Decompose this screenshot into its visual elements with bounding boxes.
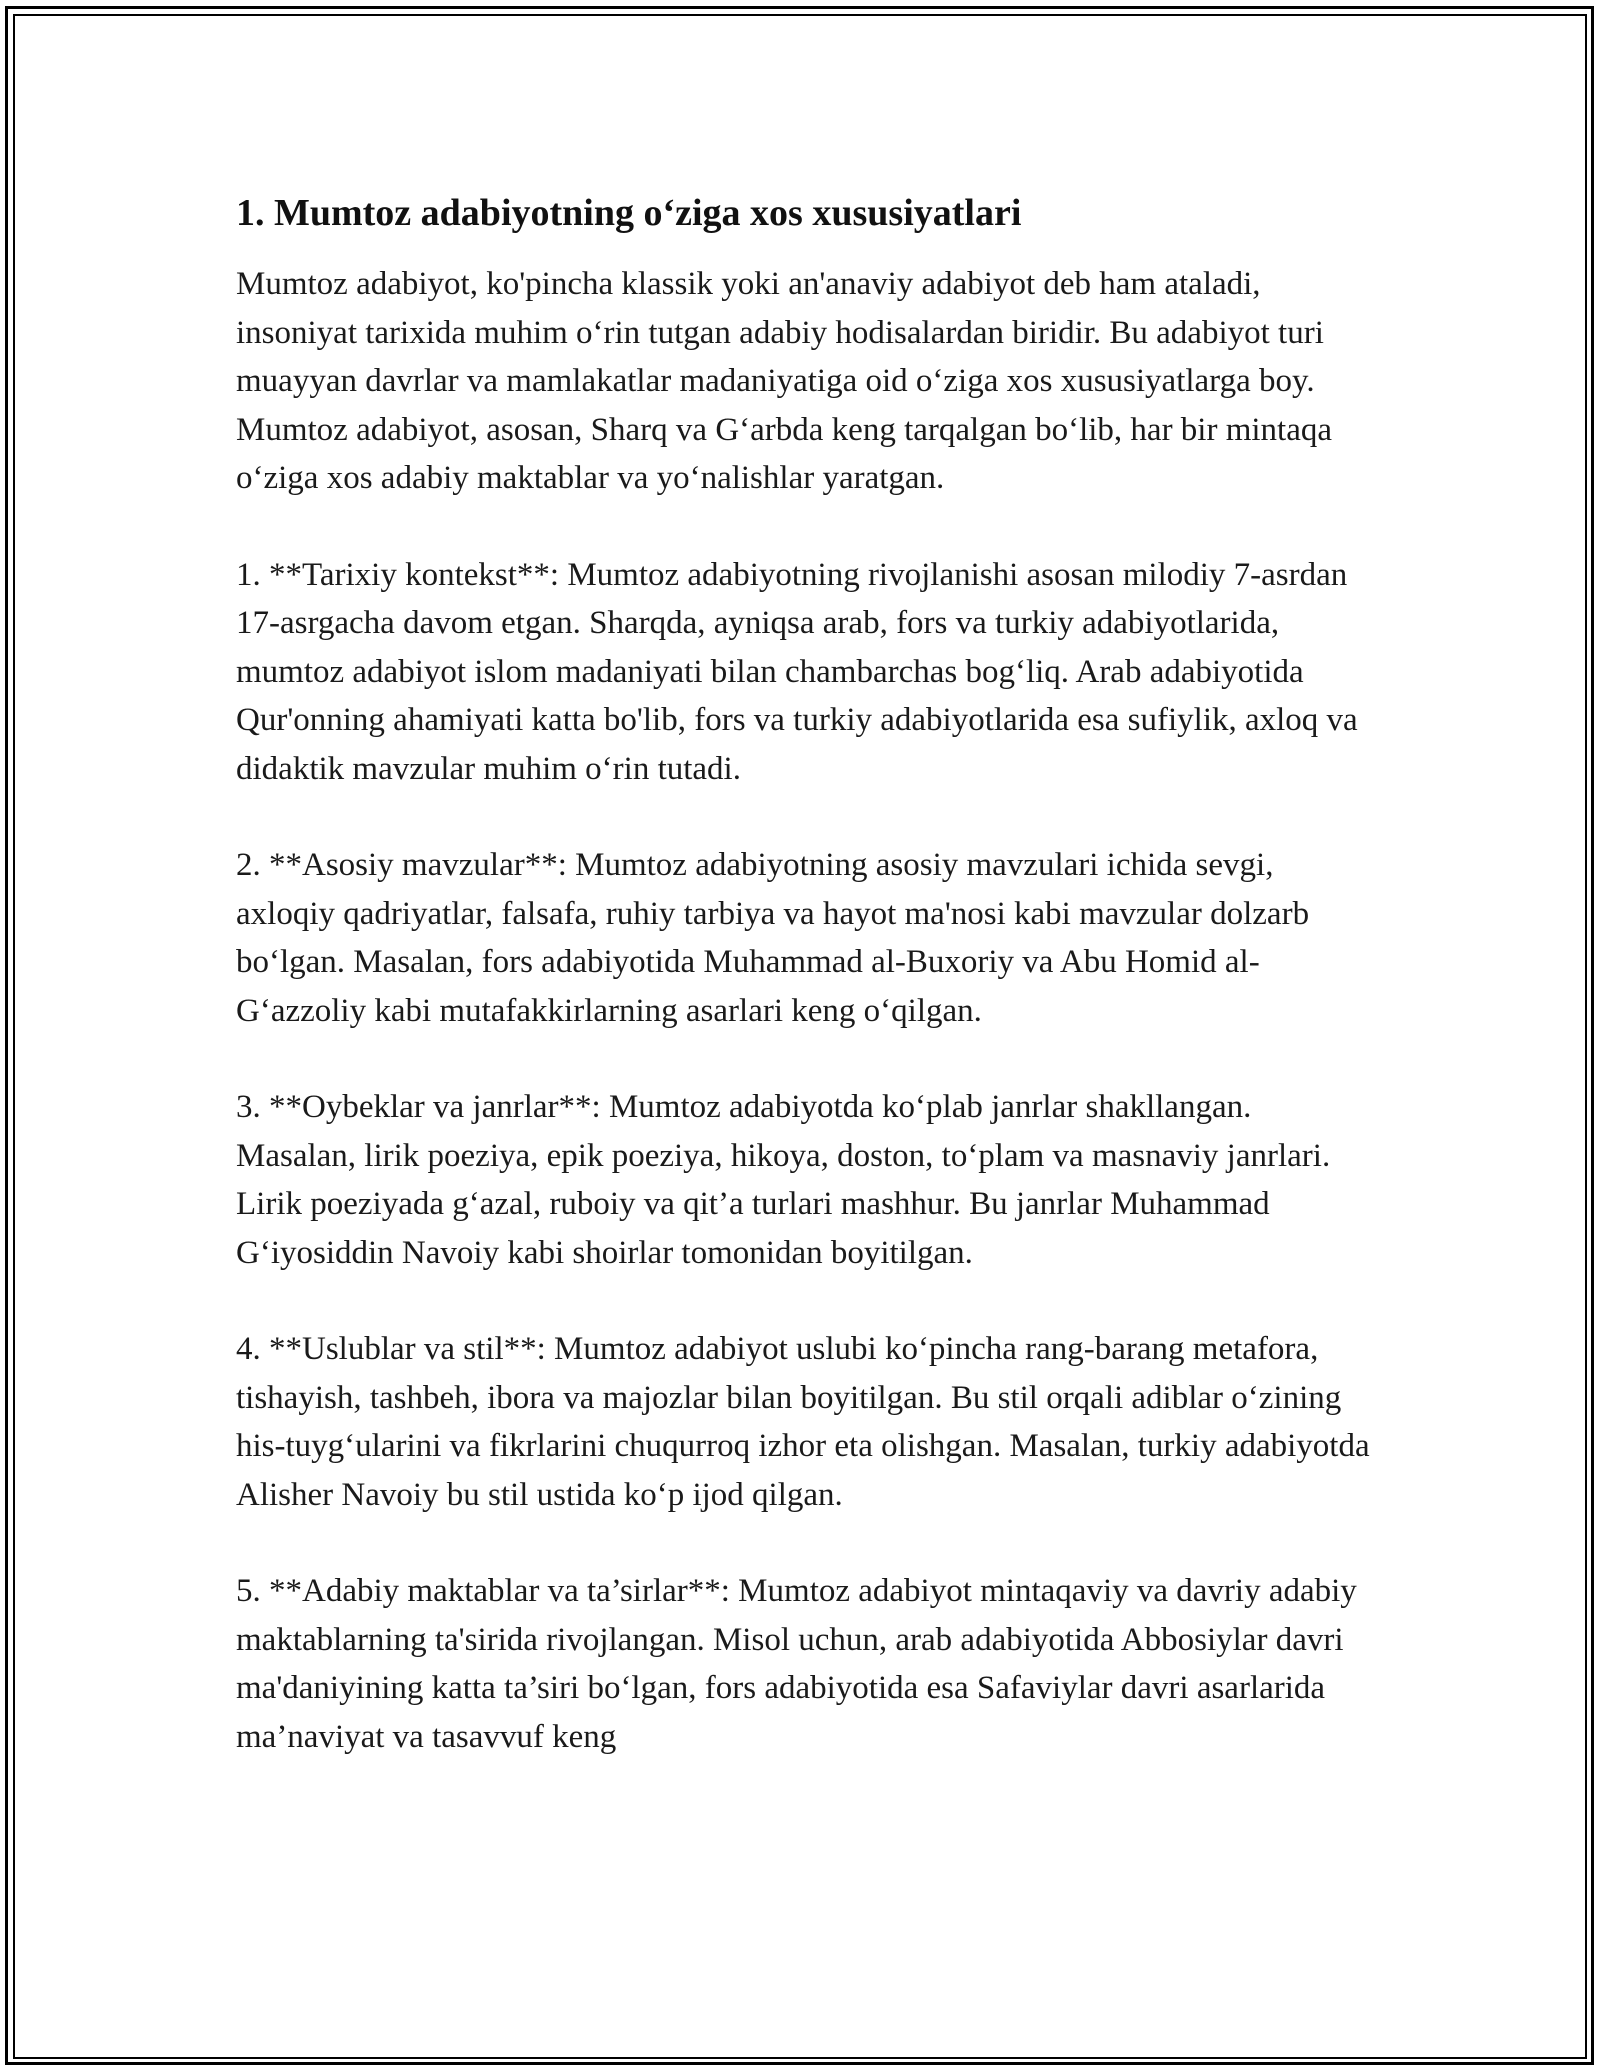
- paragraph-genres: 3. **Oybeklar va janrlar**: Mumtoz adabiyotda ko‘plab janrlar shakllangan. Masalan, lirik poeziya, epik poeziya, hikoya, doston, to‘plam va masnaviy janrlari. Lirik poeziyada g‘azal, ruboiy va qit’a turlari mashhur. Bu janrlar Muhammad G‘iyosiddin Navoiy kabi shoirlar tomonidan boyitilgan.: [236, 1089, 1331, 1271]
- paragraph-styles: 4. **Uslublar va stil**: Mumtoz adabiyot uslubi ko‘pincha rang-barang metafora, tishayish, tashbeh, ibora va majozlar bilan boyitilgan. Bu stil orqali adiblar o‘zining his-tuyg‘ularini va fikrlarini chuqurroq izhor eta olishgan. Masalan, turkiy adabiyotda Alisher Navoiy bu stil ustida ko‘p ijod qilgan.: [236, 1331, 1370, 1513]
- document-body: [236, 186, 1371, 1809]
- paragraph-intro: Mumtoz adabiyot, ko'pincha klassik yoki an'anaviy adabiyot deb ham ataladi, insoniyat tarixida muhim o‘rin tutgan adabiy hodisalardan biridir. Bu adabiyot turi muayyan davrlar va mamlakatlar madaniyatiga oid o‘ziga xos xususiyatlarga boy. Mumtoz adabiyot, asosan, Sharq va G‘arbda keng tarqalgan bo‘lib, har bir mintaqa o‘ziga xos adabiy maktablar va yo‘nalishlar yaratgan.: [236, 266, 1333, 496]
- paragraph-main-themes: 2. **Asosiy mavzular**: Mumtoz adabiyotning asosiy mavzulari ichida sevgi, axloqiy qadriyatlar, falsafa, ruhiy tarbiya va hayot ma'nosi kabi mavzular dolzarb bo‘lgan. Masalan, fors adabiyotida Muhammad al-Buxoriy va Abu Homid al-G‘azzoliy kabi mutafakkirlarning asarlari keng o‘qilgan.: [236, 847, 1310, 1029]
- paragraph-literary-schools: 5. **Adabiy maktablar va ta’sirlar**: Mumtoz adabiyot mintaqaviy va davriy adabiy maktablarning ta'sirida rivojlangan. Misol uchun, arab adabiyotida Abbosiylar davri ma'daniyining katta ta’siri bo‘lgan, fors adabiyotida esa Safaviylar davri asarlarida ma’naviyat va tasavvuf keng: [236, 1573, 1357, 1755]
- section-heading: 1. Mumtoz adabiyotning o‘ziga xos xususiyatlari: [236, 192, 1022, 234]
- paragraph-historical-context: 1. **Tarixiy kontekst**: Mumtoz adabiyotning rivojlanishi asosan milodiy 7-asrdan 17-asrgacha davom etgan. Sharqda, ayniqsa arab, fors va turkiy adabiyotlarida, mumtoz adabiyot islom madaniyati bilan chambarchas bog‘liq. Arab adabiyotida Qur'onning ahamiyati katta bo'lib, fors va turkiy adabiyotlarida esa sufiylik, axloq va didaktik mavzular muhim o‘rin tutadi.: [236, 556, 1358, 787]
